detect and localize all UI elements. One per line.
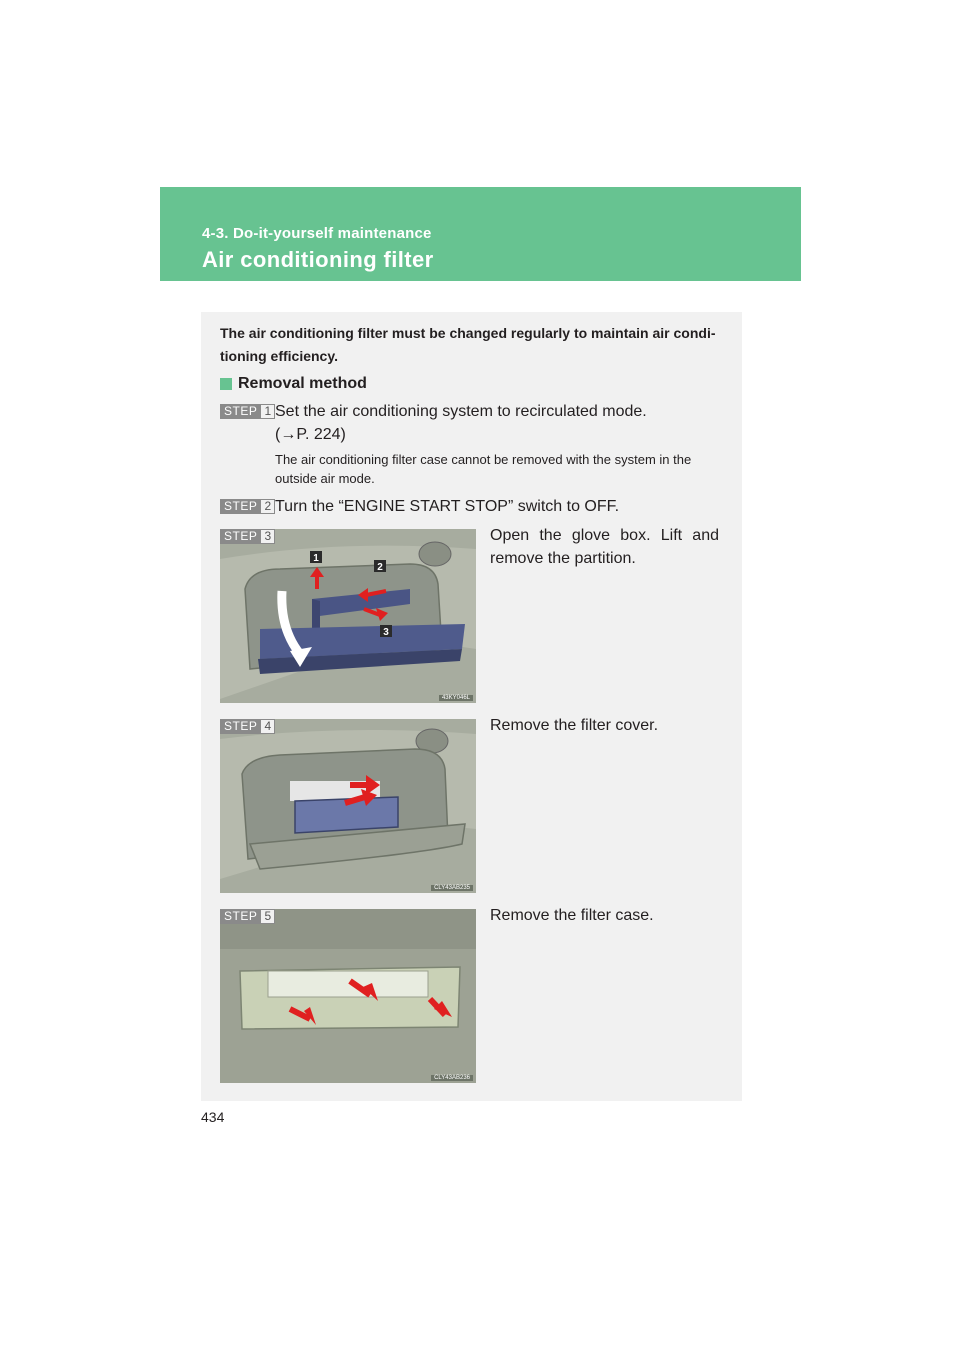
step-3-figure: [220, 529, 476, 703]
section-label: 4-3. Do-it-yourself maintenance: [202, 225, 432, 242]
step-number: 3: [261, 529, 275, 544]
step-1-note: The air conditioning filter case cannot be removed with the system in the outside air mode.: [275, 452, 692, 486]
page-number: 434: [201, 1109, 225, 1125]
step-3-badge: [220, 529, 275, 544]
step-number: 2: [261, 499, 275, 514]
callout-3: 3: [383, 627, 389, 638]
glove-box-partition-illustration: [220, 529, 476, 703]
step-label: STEP: [220, 404, 261, 419]
filter-case-illustration: [220, 909, 476, 1083]
page-title: Air conditioning filter: [202, 247, 434, 272]
step-4-text: Remove the filter cover.: [490, 717, 659, 734]
step-1-text: Set the air conditioning system to recirculated mode.: [275, 403, 647, 420]
step-4-figure: [220, 719, 476, 893]
step-number: 5: [261, 909, 275, 924]
step-label: STEP: [220, 909, 261, 924]
step-label: STEP: [220, 499, 261, 514]
callout-2: 2: [377, 562, 383, 573]
subheading-text: Removal method: [238, 375, 367, 392]
step-label: STEP: [220, 529, 261, 544]
step-number: 4: [261, 719, 275, 734]
figure-code: 43KY046L: [439, 695, 473, 701]
figure-code: CLY43AB235: [431, 885, 473, 891]
step-5-figure: [220, 909, 476, 1083]
step-2-text: Turn the “ENGINE START STOP” switch to OFF.: [275, 498, 620, 515]
step-2-badge: [220, 499, 275, 514]
figure-code: CLY43AB236: [431, 1075, 473, 1081]
chapter-header: [160, 187, 801, 281]
step-3-text: Open the glove box. Lift and remove the partition.: [490, 527, 719, 567]
intro-text: The air conditioning filter must be changed regularly to maintain air condi-tioning efficiency.: [220, 325, 716, 364]
step-1-badge: [220, 404, 275, 419]
step-label: STEP: [220, 719, 261, 734]
step-5-text: Remove the filter case.: [490, 907, 654, 924]
step-number: 1: [261, 404, 275, 419]
content-panel: [201, 312, 742, 1101]
callout-1: 1: [313, 553, 319, 564]
removal-method-heading: [220, 375, 367, 393]
step-4-badge: [220, 719, 275, 734]
square-bullet-icon: [220, 378, 232, 390]
step-1-page-ref: (→P. 224): [275, 426, 346, 443]
filter-cover-illustration: [220, 719, 476, 893]
step-5-badge: [220, 909, 275, 924]
